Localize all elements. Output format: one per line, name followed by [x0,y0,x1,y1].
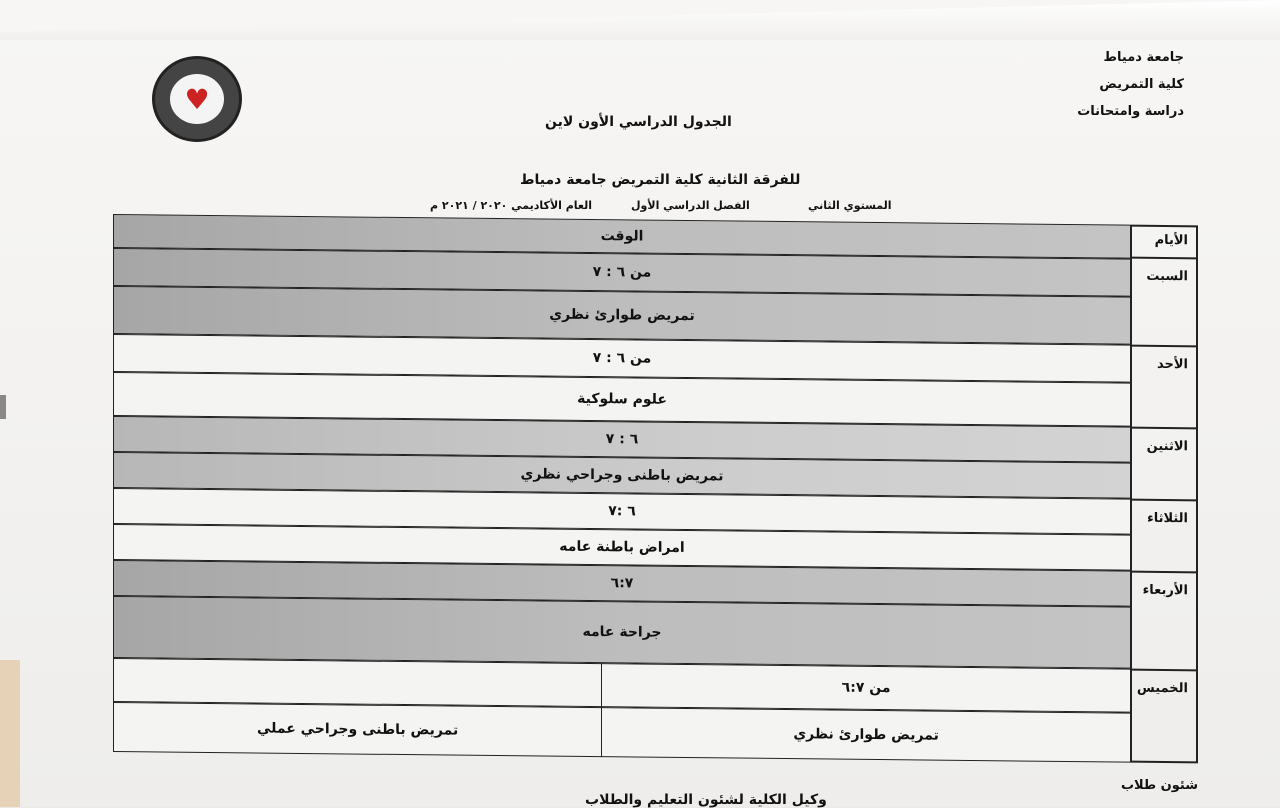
background-tab [0,660,20,807]
thursday-course-right: تمريض طوارئ نظري [601,707,1130,763]
schedule-table [113,214,1198,763]
days-header: الأيام [1132,227,1196,260]
thursday-course-left: تمريض باطنى وجراحي عملي [113,702,601,757]
monday-time: ٦ : ٧ [113,416,1130,463]
schedule-body [113,214,1130,763]
university-name: جامعة دمياط [1103,50,1184,65]
saturday-time: من ٦ : ٧ [113,248,1130,297]
level-label: المستوي الثاني [808,199,892,212]
tuesday-course: امراض باطنة عامه [113,524,1130,571]
department-name: دراسة وامتحانات [1077,104,1184,119]
day-saturday: السبت [1132,259,1196,348]
faculty-name: كلية التمريض [1099,77,1184,92]
sunday-time: من ٦ : ٧ [113,334,1130,383]
day-thursday: الخميس [1136,680,1188,697]
schedule-subtitle: للفرقة الثانية كلية التمريض جامعة دمياط [520,172,801,188]
day-monday: الاثنين [1132,429,1196,502]
heart-icon: ♥ [170,74,224,124]
saturday-course: تمريض طوارئ نظري [113,286,1130,345]
days-column [1130,225,1198,764]
time-header: الوقت [113,214,1130,259]
monday-course: تمريض باطنى وجراحي نظري [113,452,1130,499]
day-wednesday: الأربعاء [1132,573,1196,672]
edge-mark [0,395,6,419]
schedule-title: الجدول الدراسي الأون لاين [545,114,732,130]
vice-dean-label: وكيل الكلية لشئون التعليم والطلاب [585,792,827,808]
year-label: العام الأكاديمي ٢٠٢٠ / ٢٠٢١ م [430,199,593,212]
tuesday-time: ٦ :٧ [113,488,1130,535]
semester-label: الفصل الدراسي الأول [631,199,750,212]
day-tuesday: الثلاثاء [1132,501,1196,574]
sunday-course: علوم سلوكية [113,372,1130,427]
header-block [1077,44,1184,125]
university-logo-icon [152,56,242,142]
student-affairs-label: شئون طلاب [1120,778,1198,793]
wednesday-time: ٦:٧ [113,560,1130,607]
thursday-time-right: من ٦:٧ [601,663,1130,713]
thursday-time-left [113,658,601,707]
day-sunday: الأحد [1132,347,1196,430]
wednesday-course: جراحة عامه [113,596,1130,669]
